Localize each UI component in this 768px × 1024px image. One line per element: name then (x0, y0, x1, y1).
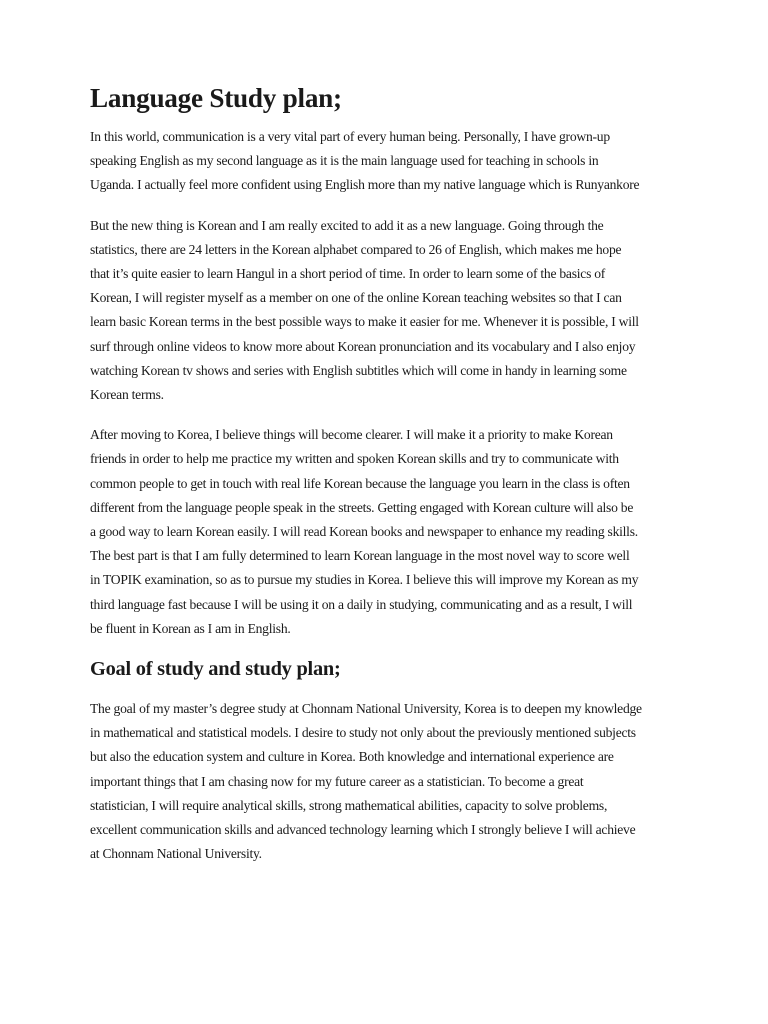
text-line: speaking English as my second language as it is the main language used for teaching in schools in (90, 153, 599, 169)
paragraph-korean-learning (90, 214, 686, 408)
document-page (90, 83, 686, 866)
text-line: excellent communication skills and advanced technology learning which I strongly believe I will achieve (90, 822, 636, 838)
text-line: in mathematical and statistical models. I desire to study not only about the previously mentioned subjects (90, 725, 636, 741)
text-line: statistics, there are 24 letters in the Korean alphabet compared to 26 of English, which makes me hope (90, 241, 622, 257)
text-line: watching Korean tv shows and series with English subtitles which will come in handy in learning some (90, 362, 627, 378)
text-line: The goal of my master’s degree study at Chonnam National University, Korea is to deepen my knowledge (90, 701, 642, 717)
text-line: The best part is that I am fully determined to learn Korean language in the most novel way to score well (90, 548, 630, 564)
text-line: In this world, communication is a very vital part of every human being. Personally, I have grown-up (90, 129, 610, 144)
text-line: important things that I am chasing now for my future career as a statistician. To become a great (90, 773, 584, 789)
text-line: a good way to learn Korean easily. I will read Korean books and newspaper to enhance my reading skills. (90, 524, 638, 540)
text-line: learn basic Korean terms in the best possible ways to make it easier for me. Whenever it is possible, I will (90, 314, 639, 330)
text-line: different from the language people speak in the streets. Getting engaged with Korean culture will also be (90, 499, 634, 515)
text-line: friends in order to help me practice my written and spoken Korean skills and try to communicate with (90, 451, 619, 467)
paragraph-moving-to-korea (90, 423, 686, 641)
paragraph-study-goal (90, 697, 686, 866)
text-line: Korean terms. (90, 387, 164, 403)
text-line: that it’s quite easier to learn Hangul in a short period of time. In order to learn some of the basics of (90, 266, 606, 282)
heading-goal-of-study: Goal of study and study plan; (90, 658, 341, 681)
text-line: at Chonnam National University. (90, 846, 262, 862)
text-line: in TOPIK examination, so as to pursue my studies in Korea. I believe this will improve my Korean as my (90, 572, 639, 588)
text-line: but also the education system and culture in Korea. Both knowledge and international experience are (90, 749, 614, 765)
paragraph-communication (90, 125, 686, 198)
text-line: After moving to Korea, I believe things will become clearer. I will make it a priority to make Korean (90, 427, 613, 443)
text-line: But the new thing is Korean and I am really excited to add it as a new language. Going through the (90, 217, 604, 233)
text-line: Uganda. I actually feel more confident using English more than my native language which is Runyankore (90, 177, 640, 193)
text-line: Korean, I will register myself as a member on one of the online Korean teaching websites so that I can (90, 290, 622, 306)
text-line: common people to get in touch with real life Korean because the language you learn in the class is often (90, 475, 630, 491)
text-line: be fluent in Korean as I am in English. (90, 620, 291, 636)
text-line: third language fast because I will be using it on a daily in studying, communicating and as a result, I will (90, 596, 633, 612)
text-line: statistician, I will require analytical skills, strong mathematical abilities, capacity to solve problems, (90, 797, 608, 813)
heading-language-study-plan: Language Study plan; (90, 83, 342, 113)
text-line: surf through online videos to know more about Korean pronunciation and its vocabulary and I also enjoy (90, 338, 636, 354)
